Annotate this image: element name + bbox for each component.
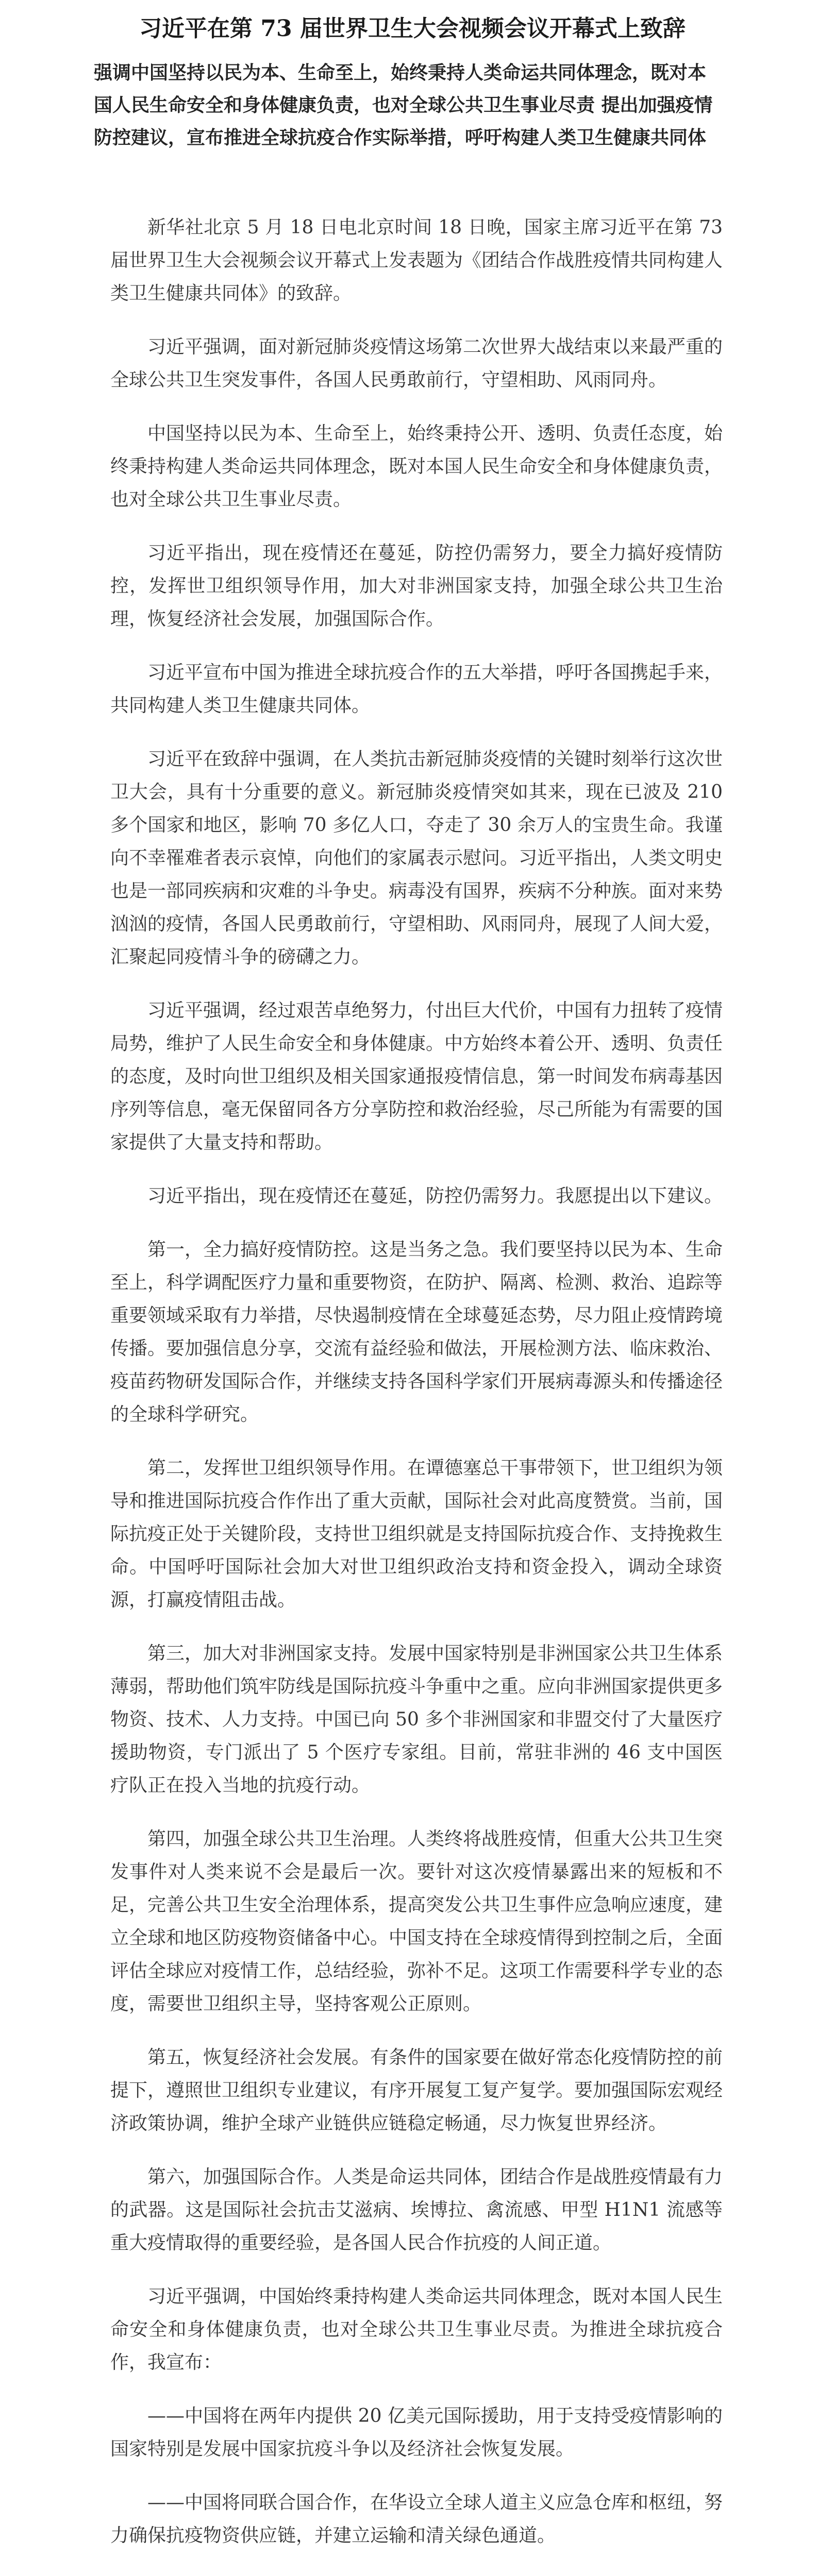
article-body <box>110 211 723 2576</box>
article-paragraph: 新华社北京 5 月 18 日电北京时间 18 日晚，国家主席习近平在第 73 届世界卫生大会视频会议开幕式上发表题为《团结合作战胜疫情共同构建人类卫生健康共同体》的致辞。 <box>110 217 723 304</box>
article-paragraph: 第三，加大对非洲国家支持。发展中国家特别是非洲国家公共卫生体系薄弱，帮助他们筑牢防线是国际抗疫斗争重中之重。应向非洲国家提供更多物资、技术、人力支持。中国已向 50 多个非洲国家和非盟交付了大量医疗援助物资，专门派出了 5 个医疗专家组。目前，常驻非洲的 46 支中国医疗队正在投入当地的抗疫行动。 <box>110 1643 723 1796</box>
article-paragraph: 第四，加强全球公共卫生治理。人类终将战胜疫情，但重大公共卫生突发事件对人类来说不会是最后一次。要针对这次疫情暴露出来的短板和不足，完善公共卫生安全治理体系，提高突发公共卫生事件应急响应速度，建立全球和地区防疫物资储备中心。中国支持在全球疫情得到控制之后，全面评估全球应对疫情工作，总结经验，弥补不足。这项工作需要科学专业的态度，需要世卫组织主导，坚持客观公正原则。 <box>110 1828 723 2014</box>
article-paragraph: 习近平宣布中国为推进全球抗疫合作的五大举措，呼吁各国携起手来，共同构建人类卫生健康共同体。 <box>110 662 723 716</box>
article-paragraph: 第一，全力搞好疫情防控。这是当务之急。我们要坚持以民为本、生命至上，科学调配医疗力量和重要物资，在防护、隔离、检测、救治、追踪等重要领域采取有力举措，尽快遏制疫情在全球蔓延态势，尽力阻止疫情跨境传播。要加强信息分享，交流有益经验和做法，开展检测方法、临床救治、疫苗药物研发国际合作，并继续支持各国科学家们开展病毒源头和传播途径的全球科学研究。 <box>110 1239 723 1425</box>
article-paragraph: 中国坚持以民为本、生命至上，始终秉持公开、透明、负责任态度，始终秉持构建人类命运共同体理念，既对本国人民生命安全和身体健康负责，也对全球公共卫生事业尽责。 <box>110 423 723 510</box>
article-paragraph <box>110 2573 723 2576</box>
article-paragraph: 习近平强调，面对新冠肺炎疫情这场第二次世界大战结束以来最严重的全球公共卫生突发事件，各国人民勇敢前行，守望相助、风雨同舟。 <box>110 336 723 391</box>
article-paragraph: 习近平强调，经过艰苦卓绝努力，付出巨大代价，中国有力扭转了疫情局势，维护了人民生命安全和身体健康。中方始终本着公开、透明、负责任的态度，及时向世卫组织及相关国家通报疫情信息，第一时间发布病毒基因序列等信息，毫无保留同各方分享防控和救治经验，尽己所能为有需要的国家提供了大量支持和帮助。 <box>110 1000 723 1153</box>
article-paragraph: 习近平强调，中国始终秉持构建人类命运共同体理念，既对本国人民生命安全和身体健康负责，也对全球公共卫生事业尽责。为推进全球抗疫合作，我宣布： <box>110 2286 723 2373</box>
article-paragraph: 第二，发挥世卫组织领导作用。在谭德塞总干事带领下，世卫组织为领导和推进国际抗疫合作作出了重大贡献，国际社会对此高度赞赏。当前，国际抗疫正处于关键阶段，支持世卫组织就是支持国际抗疫合作、支持挽救生命。中国呼吁国际社会加大对世卫组织政治支持和资金投入，调动全球资源，打赢疫情阻击战。 <box>110 1458 723 1611</box>
article-paragraph: 第五，恢复经济社会发展。有条件的国家要在做好常态化疫情防控的前提下，遵照世卫组织专业建议，有序开展复工复产复学。要加强国际宏观经济政策协调，维护全球产业链供应链稳定畅通，尽力恢复世界经济。 <box>110 2047 723 2134</box>
article-paragraph: ——中国将同联合国合作，在华设立全球人道主义应急仓库和枢纽，努力确保抗疫物资供应链，并建立运输和清关绿色通道。 <box>110 2492 723 2546</box>
article-title: 习近平在第 73 届世界卫生大会视频会议开幕式上致辞 <box>139 15 686 42</box>
article-paragraph: 习近平在致辞中强调，在人类抗击新冠肺炎疫情的关键时刻举行这次世卫大会，具有十分重要的意义。新冠肺炎疫情突如其来，现在已波及 210 多个国家和地区，影响 70 多亿人口，夺走了 30 余万人的宝贵生命。我谨向不幸罹难者表示哀悼，向他们的家属表示慰问。习近平指出，人类文明史也是一部同疾病和灾难的斗争史。病毒没有国界，疾病不分种族。面对来势汹汹的疫情，各国人民勇敢前行，守望相助、风雨同舟，展现了人间大爱，汇聚起同疫情斗争的磅礴之力。 <box>110 749 723 968</box>
article-paragraph: ——中国将在两年内提供 20 亿美元国际援助，用于支持受疫情影响的国家特别是发展中国家抗疫斗争以及经济社会恢复发展。 <box>110 2405 723 2460</box>
article-paragraph: 习近平指出，现在疫情还在蔓延，防控仍需努力。我愿提出以下建议。 <box>147 1185 723 1207</box>
article-summary: 强调中国坚持以民为本、生命至上，始终秉持人类命运共同体理念，既对本国人民生命安全和身体健康负责，也对全球公共卫生事业尽责 提出加强疫情防控建议，宣布推进全球抗疫合作实际举措，呼吁构建人类卫生健康共同体 <box>94 62 713 148</box>
article-paragraph: 第六，加强国际合作。人类是命运共同体，团结合作是战胜疫情最有力的武器。这是国际社会抗击艾滋病、埃博拉、禽流感、甲型 H1N1 流感等重大疫情取得的重要经验，是各国人民合作抗疫的人间正道。 <box>110 2166 723 2253</box>
article-paragraph: 习近平指出，现在疫情还在蔓延，防控仍需努力，要全力搞好疫情防控，发挥世卫组织领导作用，加大对非洲国家支持，加强全球公共卫生治理，恢复经济社会发展，加强国际合作。 <box>110 543 723 630</box>
